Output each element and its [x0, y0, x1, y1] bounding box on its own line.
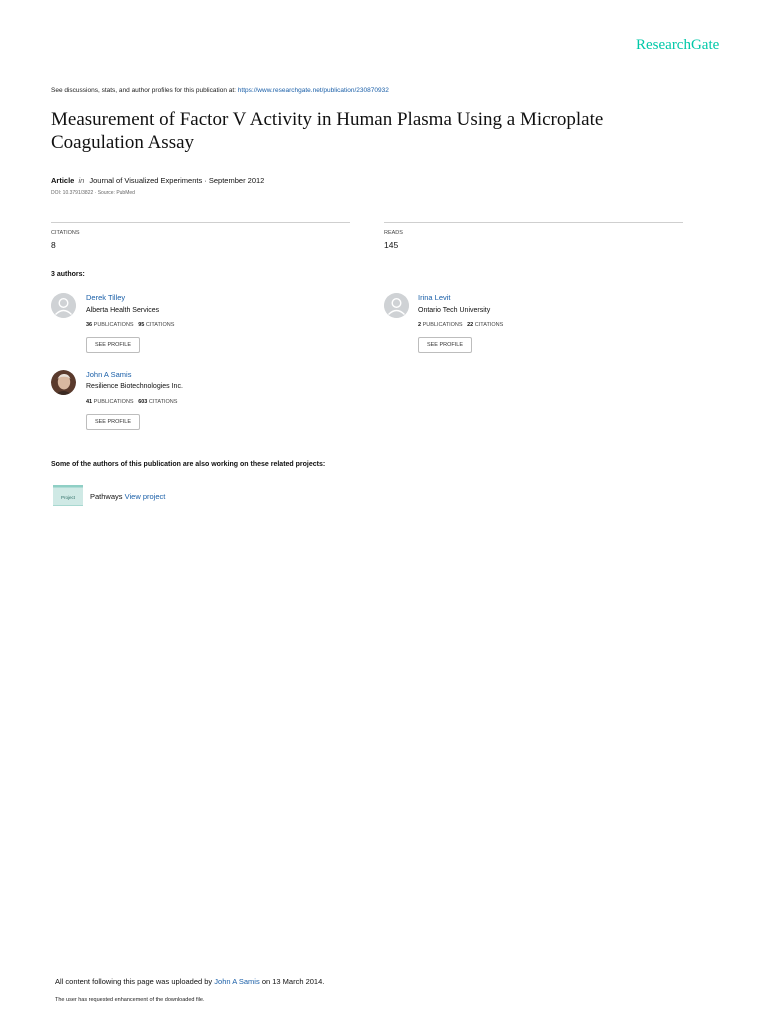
related-projects-heading: Some of the authors of this publication are also working on these related projects:: [51, 461, 326, 468]
see-profile-button[interactable]: SEE PROFILE: [86, 337, 140, 353]
citations-count: 603: [138, 399, 148, 405]
view-project-link[interactable]: View project: [124, 492, 166, 501]
stats-divider-right: [384, 222, 683, 223]
journal-info: Journal of Visualized Experiments · September 2012: [89, 176, 265, 185]
stats-divider-left: [51, 222, 350, 223]
doi-source: DOI: 10.3791/3822 · Source: PubMed: [51, 190, 135, 196]
discussion-line: [51, 87, 389, 94]
meta-in: in: [78, 176, 85, 185]
author-name-link[interactable]: John A Samis: [86, 370, 132, 379]
project-row: [90, 492, 165, 501]
author-affiliation: Ontario Tech University: [418, 307, 491, 314]
avatar-photo[interactable]: [51, 370, 76, 395]
citations-label: CITATIONS: [148, 399, 178, 405]
publication-title: Measurement of Factor V Activity in Human Plasma Using a Microplate Coagulation Assay: [51, 109, 604, 153]
authors-heading: 3 authors:: [51, 271, 85, 278]
publications-count: 2: [418, 322, 422, 328]
author-card: [51, 293, 76, 318]
citations-count: 22: [467, 322, 474, 328]
publications-count: 41: [86, 399, 93, 405]
publications-count: 36: [86, 322, 93, 328]
author-card: [384, 293, 409, 318]
author-affiliation: Resilience Biotechnologies Inc.: [86, 383, 183, 390]
author-counts: [86, 399, 177, 405]
enhancement-note: The user has requested enhancement of the downloaded file.: [55, 997, 205, 1003]
avatar-placeholder-icon[interactable]: [51, 293, 76, 318]
citations-count: 95: [138, 322, 145, 328]
uploader-link[interactable]: John A Samis: [214, 977, 260, 986]
project-name: Pathways: [90, 492, 123, 501]
citations-label: CITATIONS: [474, 322, 504, 328]
publications-label: PUBLICATIONS: [93, 399, 134, 405]
publications-label: PUBLICATIONS: [422, 322, 463, 328]
avatar-placeholder-icon[interactable]: [384, 293, 409, 318]
author-name-link[interactable]: Irina Levit: [418, 293, 451, 302]
upload-prefix: All content following this page was uploaded by: [55, 977, 215, 986]
upload-info: [55, 977, 324, 986]
author-affiliation: Alberta Health Services: [86, 307, 160, 314]
author-counts: [418, 322, 503, 328]
reads-label: READS: [384, 230, 403, 236]
upload-suffix: on 13 March 2014.: [259, 977, 325, 986]
researchgate-logo[interactable]: ResearchGate: [636, 37, 720, 53]
see-profile-button[interactable]: SEE PROFILE: [418, 337, 472, 353]
author-card: [51, 370, 76, 395]
project-icon-label: Project: [60, 495, 76, 500]
citations-value: 8: [51, 240, 56, 250]
discussion-prefix: See discussions, stats, and author profiles for this publication at:: [51, 87, 238, 94]
author-name-link[interactable]: Derek Tilley: [86, 293, 126, 302]
publication-meta: [51, 176, 264, 185]
publication-type: Article: [51, 176, 75, 185]
reads-value: 145: [384, 240, 399, 250]
publication-url-link[interactable]: https://www.researchgate.net/publication/230870932: [237, 87, 389, 94]
project-folder-icon[interactable]: [53, 485, 83, 506]
author-counts: [86, 322, 174, 328]
citations-label: CITATIONS: [51, 230, 80, 236]
citations-label: CITATIONS: [145, 322, 175, 328]
see-profile-button[interactable]: SEE PROFILE: [86, 414, 140, 430]
publications-label: PUBLICATIONS: [93, 322, 134, 328]
